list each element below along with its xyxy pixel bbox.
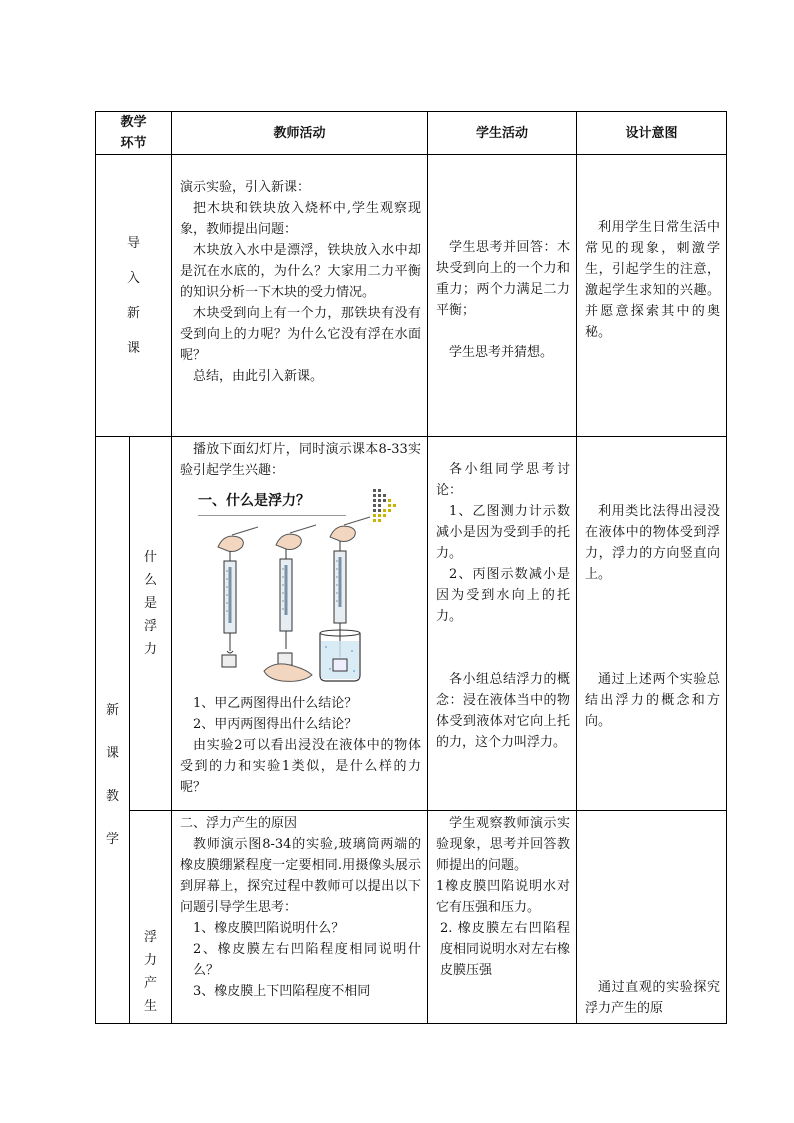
part1-intent-a: 利用类比法得出浸没在液体中的物体受到浮力，浮力的方向竖直向上。 (585, 504, 721, 582)
part1-stage-label (130, 548, 171, 660)
intro-stage (96, 155, 172, 437)
newlesson-stage-label (96, 588, 129, 850)
part1-intent-b: 通过上述两个实验总结出浮力的概念和方向。 (585, 672, 721, 729)
part1-teacher-intro: 播放下面幻灯片，同时演示课本8-33实验引起学生兴趣： (180, 442, 422, 478)
header-row (96, 112, 727, 155)
intro-char: 新 (127, 305, 141, 321)
intro-student-p1: 学生思考并回答：木块受到向上的一个力和重力；两个力满足二力平衡； (436, 240, 571, 318)
header-stage-line2: 环节 (120, 136, 147, 151)
header-teacher: 教师活动 (172, 112, 428, 155)
intro-intent (577, 155, 727, 437)
part2-student (428, 811, 577, 1024)
cause-row (96, 811, 727, 1024)
intro-intent-text: 利用学生日常生活中常见的现象，刺激学生，引起学生的注意，激起学生求知的兴趣。并愿意探索其中的奥秘。 (585, 220, 721, 340)
intro-char: 入 (127, 270, 141, 286)
spring-scale-experiment-icon (180, 485, 420, 685)
part1-student-a3: 2、丙图示数减小是因为受到水向上的托力。 (436, 567, 571, 624)
part2-char: 力 (144, 952, 158, 968)
part2-student-p1: 学生观察教师演示实验现象，思考并回答教师提出的问题。 (436, 816, 571, 873)
part1-char: 是 (144, 595, 158, 611)
part2-teacher-title: 二、浮力产生的原因 (180, 816, 298, 831)
part2-question-1: 1、橡皮膜凹陷说明什么？ (193, 921, 345, 936)
part2-question-3: 3、橡皮膜上下凹陷程度不相同 (193, 984, 371, 999)
intro-student (428, 155, 577, 437)
part2-teacher-p1: 教师演示图8-34的实验,玻璃筒两端的橡皮膜绷紧程度一定要相同.用摄像头展示到屏幕上，探究过程中教师可以提出以下问题引导学生思考： (180, 837, 422, 915)
slide-image (180, 485, 421, 685)
newlesson-char: 学 (105, 832, 119, 847)
part2-char: 浮 (144, 929, 158, 945)
intro-teacher-p5: 总结，由此引入新课。 (193, 369, 324, 384)
intro-char: 课 (127, 340, 141, 356)
intro-row (96, 155, 727, 437)
part1-question-1: 1、甲乙两图得出什么结论？ (193, 696, 358, 711)
newlesson-char: 课 (105, 746, 119, 761)
header-stage-line1: 教学 (120, 115, 147, 130)
part1-char: 什 (144, 549, 158, 565)
header-stage (96, 112, 172, 155)
part1-teacher (172, 437, 428, 811)
newlesson-char: 教 (105, 789, 119, 804)
lesson-plan-table (95, 111, 727, 1024)
header-student: 学生活动 (428, 112, 577, 155)
intro-teacher-p4: 木块受到向上有一个力，那铁块有没有受到向上的力呢？为什么它没有浮在水面呢？ (180, 306, 422, 363)
part1-char: 力 (144, 641, 158, 657)
header-intent: 设计意图 (577, 112, 727, 155)
intro-teacher-p2: 把木块和铁块放入烧杯中,学生观察现象，教师提出问题： (180, 201, 422, 237)
part1-student-a1: 各小组同学思考讨论： (436, 462, 571, 498)
part2-char: 生 (144, 998, 158, 1014)
part1-student (428, 437, 577, 811)
intro-teacher (172, 155, 428, 437)
part1-char: 浮 (144, 618, 158, 634)
part2-stage-label (130, 815, 171, 1017)
part2-student-p3: 2. 橡皮膜左右凹陷程度相同说明水对左右橡皮膜压强 (440, 921, 571, 978)
newlesson-stage (96, 437, 130, 1024)
intro-student-p2: 学生思考并猜想。 (449, 345, 554, 360)
part2-intent-text: 通过直观的实验探究浮力产生的原 (585, 980, 721, 1016)
part1-student-a2: 1、乙图测力计示数减小是因为受到手的托力。 (436, 504, 571, 561)
part2-stage (130, 811, 172, 1024)
intro-stage-label (96, 233, 171, 359)
part1-intent (577, 437, 727, 811)
slide-title: 一、什么是浮力？ (198, 493, 311, 509)
intro-char: 导 (127, 235, 141, 251)
part2-char: 产 (144, 975, 158, 991)
intro-teacher-p3: 木块放入水中是漂浮，铁块放入水中却是沉在水底的，为什么？大家用二力平衡的知识分析一下木块的受力情况。 (180, 243, 422, 300)
part2-teacher (172, 811, 428, 1024)
part2-intent (577, 811, 727, 1024)
part2-student-p2: 1橡皮膜凹陷说明水对它有压强和压力。 (436, 879, 571, 915)
buoyancy-row (96, 437, 727, 811)
intro-teacher-p1: 演示实验，引入新课： (180, 180, 311, 195)
part1-char: 么 (144, 572, 158, 588)
part1-question-2: 2、甲丙两图得出什么结论？ (193, 717, 358, 732)
part1-student-b: 各小组总结浮力的概念：浸在液体当中的物体受到液体对它向上托的力，这个力叫浮力。 (436, 672, 571, 750)
part2-question-2: 2、橡皮膜左右凹陷程度相同说明什么？ (193, 942, 422, 978)
newlesson-char: 新 (105, 703, 119, 718)
part1-stage (130, 437, 172, 811)
part1-teacher-end: 由实验2可以看出浸没在液体中的物体受到的力和实验1类似，是什么样的力呢？ (180, 738, 422, 795)
